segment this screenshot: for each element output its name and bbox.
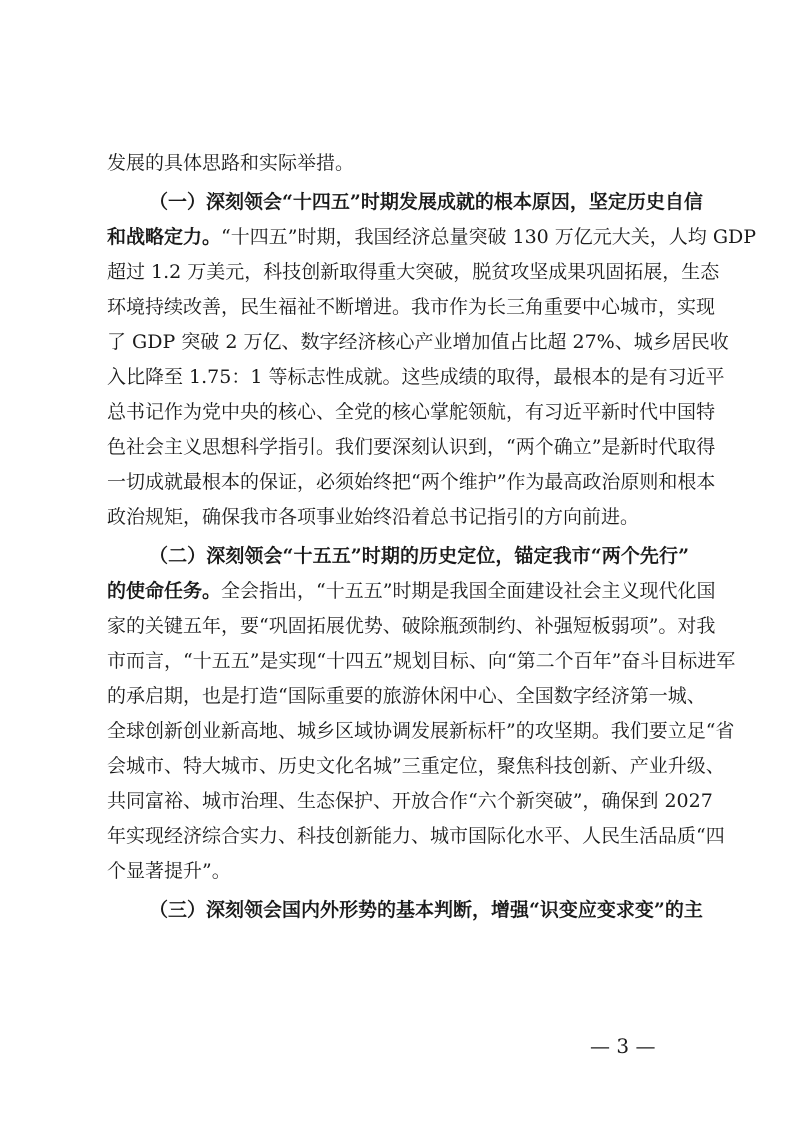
text-line	[107, 893, 703, 928]
line-text: 市而言，“十五五”是实现“十四五”规划目标、向“第二个百年”奋斗目标进军	[107, 650, 736, 672]
line-text: 全球创新创业新高地、城乡区域协调发展新标杆”的攻坚期。我们要立足“省	[107, 720, 735, 742]
text-line	[107, 465, 716, 500]
line-text: 个显著提升”。	[107, 860, 231, 882]
paragraph	[107, 185, 757, 535]
body-text	[107, 146, 757, 928]
paragraph	[107, 893, 703, 928]
text-line	[107, 749, 725, 784]
text-line	[107, 220, 757, 255]
bold-heading: 的使命任务。	[107, 580, 222, 602]
text-line	[107, 819, 725, 854]
line-text: 共同富裕、城市治理、生态保护、开放合作“六个新突破”，确保到 2027	[107, 790, 713, 812]
paragraph	[107, 146, 689, 181]
text-line	[107, 644, 736, 679]
text-line	[107, 854, 689, 889]
text-line	[107, 325, 729, 360]
line-text: 政治规矩，确保我市各项事业始终沿着总书记指引的方向前进。	[107, 506, 640, 528]
line-text: 入比降至 1.75：1 等标志性成就。这些成绩的取得，最根本的是有习近平	[107, 366, 725, 388]
text-line	[107, 255, 720, 290]
text-line	[107, 539, 689, 574]
line-text: 年实现经济综合实力、科技创新能力、城市国际化水平、人民生活品质“四	[107, 825, 725, 847]
line-text: 了 GDP 突破 2 万亿、数字经济核心产业增加值占比超 27%、城乡居民收	[107, 331, 729, 353]
text-line	[107, 146, 689, 181]
text-line	[107, 290, 716, 325]
text-line	[107, 784, 713, 819]
text-line	[107, 679, 706, 714]
line-text: 色社会主义思想科学指引。我们要深刻认识到，“两个确立”是新时代取得	[107, 436, 716, 458]
bold-heading: 和战略定力。	[107, 226, 222, 248]
line-text: “十四五”时期，我国经济总量突破 130 万亿元大关，人均 GDP	[221, 226, 757, 248]
line-text: 一切成就最根本的保证，必须始终把“两个维护”作为最高政治原则和根本	[107, 471, 716, 493]
text-line	[107, 185, 703, 220]
line-text: 总书记作为党中央的核心、全党的核心掌舵领航，有习近平新时代中国特	[107, 401, 716, 423]
bold-heading: （二）深刻领会“十五五”时期的历史定位，锚定我市“两个先行”	[149, 545, 689, 567]
text-line	[107, 574, 716, 609]
paragraph	[107, 539, 736, 889]
line-text: 的承启期，也是打造“国际重要的旅游休闲中心、全国数字经济第一城、	[107, 685, 706, 707]
line-text: 会城市、特大城市、历史文化名城”三重定位，聚焦科技创新、产业升级、	[107, 755, 725, 777]
line-text: 超过 1.2 万美元，科技创新取得重大突破，脱贫攻坚成果巩固拓展，生态	[107, 261, 720, 283]
line-text: 全会指出，“十五五”时期是我国全面建设社会主义现代化国	[221, 580, 716, 602]
bold-heading: （三）深刻领会国内外形势的基本判断，增强“识变应变求变”的主	[149, 899, 703, 921]
text-line	[107, 360, 725, 395]
page-number: — 3 —	[590, 1034, 656, 1058]
text-line	[107, 395, 716, 430]
bold-heading: （一）深刻领会“十四五”时期发展成就的根本原因，坚定历史自信	[149, 191, 703, 213]
text-line	[107, 430, 716, 465]
text-line	[107, 500, 689, 535]
text-line	[107, 609, 716, 644]
line-text: 环境持续改善，民生福祉不断增进。我市作为长三角重要中心城市，实现	[107, 296, 716, 318]
text-line	[107, 714, 735, 749]
line-text: 发展的具体思路和实际举措。	[107, 152, 355, 174]
line-text: 家的关键五年，要“巩固拓展优势、破除瓶颈制约、补强短板弱项”。对我	[107, 615, 716, 637]
